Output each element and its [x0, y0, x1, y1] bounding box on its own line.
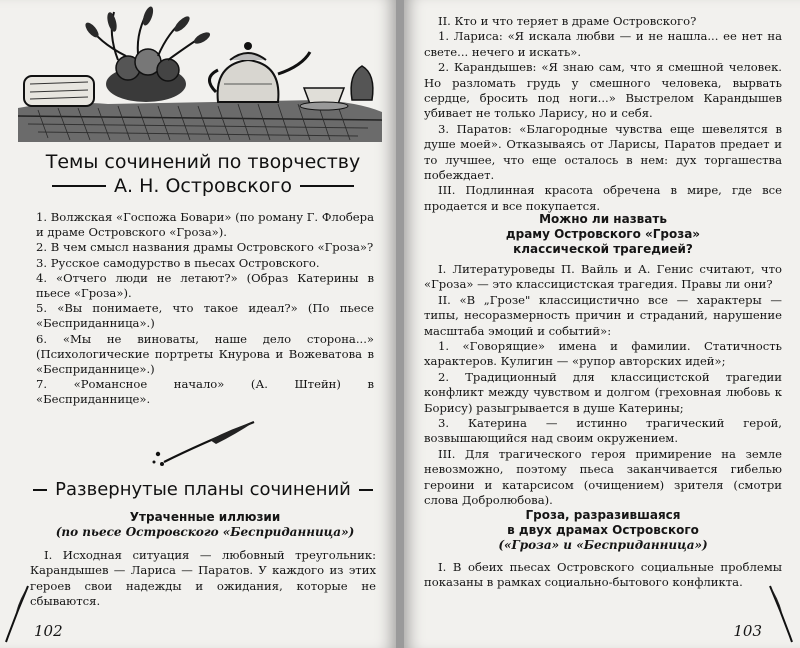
plan-paragraph: 1. Лариса: «Я искала любви — и не нашла... ее нет на свете... нечего и искать».	[424, 29, 782, 59]
essay-text-block	[30, 548, 376, 610]
section-rule-left	[33, 489, 47, 491]
right-margin-quill-icon	[766, 584, 796, 644]
section-title: Развернутые планы сочинений	[55, 479, 351, 500]
heading-storm-line-3: («Гроза» и «Бесприданница»)	[498, 538, 708, 552]
title-line-1: Темы сочинений по творчеству	[45, 151, 361, 173]
title-rule-left	[52, 185, 106, 187]
page-title	[30, 150, 376, 198]
plan-paragraph: II. Кто и что теряет в драме Островского?	[438, 14, 697, 28]
page-number-right: 103	[733, 622, 762, 640]
topics-list	[36, 210, 374, 408]
plan-paragraph: 3. Паратов: «Благородные чувства еще шевелятся в душе моей». Отказываясь от Ларисы, Паратов предает и то лучшее, что еще осталось в нем: дух торгашества побеждает.	[424, 121, 782, 183]
section-title-wrapper	[30, 478, 376, 502]
plan-paragraph: 3. Катерина — истинно трагический герой, возвышающийся над своим окружением.	[424, 416, 782, 446]
heading-tragedy-line-3: классической трагедией?	[513, 242, 693, 256]
plan-block-1	[424, 14, 782, 214]
essay-subtitle: (по пьесе Островского «Бесприданница»)	[55, 525, 355, 539]
plan-paragraph: 2. Традиционный для классицистской трагедии конфликт между чувством и долгом (греховная любовь к Борису) разыгрывается в душе Катерины;	[424, 369, 782, 415]
topic-item: 7. «Романсное начало» (А. Штейн) в «Бесприданнице».	[36, 377, 374, 407]
plan-paragraph: I. Литературоведы П. Вайль и А. Генис считают, что «Гроза» — это классицистская трагедия. Правы ли они?	[424, 262, 782, 292]
title-rule-right	[300, 185, 354, 187]
topic-item: 1. Волжская «Госпожа Бовари» (по роману Г. Флобера и драме Островского «Гроза»).	[36, 210, 374, 240]
topic-item: 3. Русское самодурство в пьесах Островского.	[36, 255, 320, 270]
left-page	[0, 0, 396, 648]
essay-title: Утраченные иллюзии	[129, 510, 281, 524]
left-margin-quill-icon	[2, 584, 32, 644]
topic-item: 6. «Мы не виноваты, наше дело сторона...» (Психологические портреты Кнурова и Вожеватова в «Бесприданнице».)	[36, 331, 374, 377]
plan-paragraph: III. Подлинная красота обречена в мире, где все продается и все покупается.	[424, 183, 782, 213]
topic-item: 5. «Вы понимаете, что такое идеал?» (По пьесе «Бесприданница».)	[36, 301, 374, 331]
title-line-2: А. Н. Островского	[114, 175, 292, 197]
heading-tragedy	[424, 212, 782, 257]
quill-pen-icon	[150, 418, 260, 470]
right-page	[404, 0, 800, 648]
essay-paragraph: I. Исходная ситуация — любовный треугольник: Карандышев — Лариса — Паратов. У каждого из этих героев свои надежды и ожидания, которые не сбываются.	[30, 548, 376, 609]
section-rule-right	[359, 489, 373, 491]
topic-item: 2. В чем смысл названия драмы Островского «Гроза»?	[36, 240, 374, 255]
plan-paragraph: III. Для трагического героя примирение на земле невозможно, поэтому пьеса заканчивается гибелью героини и катарсисом (очищением) зрителя (смотри слова Добролюбова).	[424, 446, 782, 508]
heading-tragedy-line-2: драму Островского «Гроза»	[505, 227, 701, 241]
plan-block-3	[424, 560, 782, 591]
essay-heading	[36, 510, 374, 540]
topic-item: 4. «Отчего люди не летают?» (Образ Катерины в пьесе «Гроза»).	[36, 270, 374, 301]
plan-paragraph: 2. Карандышев: «Я знаю сам, что я смешной человек. Но разломать грудь у смешного человека, вырвать сердце, бросить под ноги...» Выстрелом Карандышев убивает не только Ларису, но и себя.	[424, 60, 782, 121]
heading-storm-line-2: в двух драмах Островского	[507, 523, 699, 537]
still-life-illustration-icon	[18, 4, 382, 142]
title-line-2-wrapper	[30, 174, 376, 198]
heading-storm	[424, 508, 782, 553]
plan-paragraph: II. «В „Грозе" классицистично все — характеры — типы, несоразмерность причин и страданий, нарушение масштаба эмоций и событий»:	[424, 292, 782, 338]
plan-block-2	[424, 262, 782, 509]
plan-paragraph: 1. «Говорящие» имена и фамилии. Статичность характеров. Кулигин — «рупор авторских идей»;	[424, 339, 782, 369]
heading-storm-line-1: Гроза, разразившаяся	[525, 508, 681, 522]
page-number-left: 102	[34, 622, 63, 640]
plan-paragraph: I. В обеих пьесах Островского социальные проблемы показаны в рамках социально-бытового конфликта.	[424, 560, 782, 590]
section-title-line	[30, 478, 376, 502]
heading-tragedy-line-1: Можно ли назвать	[539, 212, 667, 226]
